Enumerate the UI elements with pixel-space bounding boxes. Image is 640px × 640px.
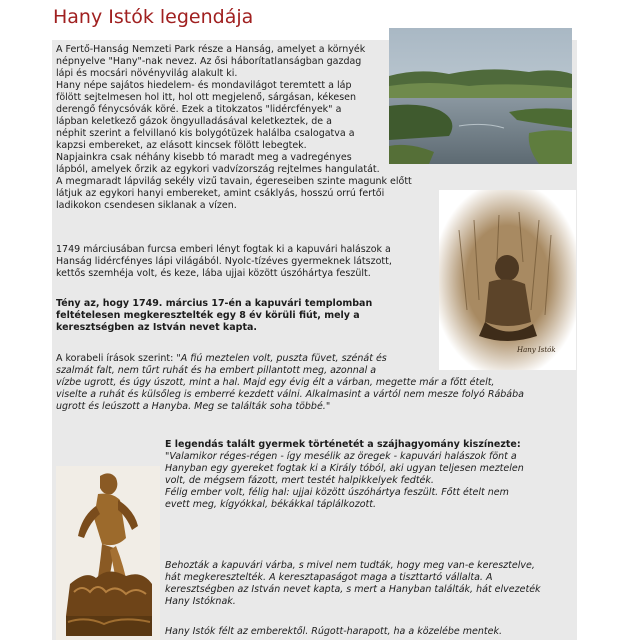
hany-istok-sepia-photo [439,190,576,370]
text-line: fölött sejtelmesen hol itt, hol ott megjelenő, sárgásan, kékesen [56,92,357,103]
hansag-lake-photo [389,28,572,164]
text-line: Napjainkra csak néhány kisebb tó maradt meg a vadregényes [56,152,352,163]
text-line: ugrott és leúszott a Hanyba. Meg se találták soha többé." [56,401,331,412]
text-line: Tény az, hogy 1749. március 17-én a kapuvári templomban [56,298,373,309]
text-line: volt, de mégsem fázott, mert testét halpikkelyek fedték. [165,475,434,486]
fear-paragraph [165,626,502,638]
text-line: Behozták a kapuvári várba, s mivel nem tudták, hogy meg van-e keresztelve, [165,560,535,571]
text-line: lápi és mocsári növényvilág alakult ki. [56,68,238,79]
text-line: viselte a ruhát és külsőleg is emberré kezdett válni. Alkalmasint a vártól nem mesze folyó Rábába [56,389,524,400]
legend-heading: E legendás talált gyermek történetét a szájhagyomány kiszínezte: [165,439,521,450]
text-line: keresztségben az István nevet kapta. [56,322,258,333]
intro-paragraph [56,44,412,212]
text-line: kettős szemhéja volt, és keze, lába ujjai között úszóhártya feszült. [56,268,371,279]
text-line: feltételesen megkeresztelték egy 8 év körüli fiút, mely a [56,310,360,321]
castle-paragraph [165,560,541,608]
text-line: néphit szerint a felvillanó kis bolygótüzek halálba csalogatva a [56,128,355,139]
text-line: "Valamikor réges-régen - így mesélik az öregek - kapuvári halászok fönt a [165,451,517,462]
text-line: szalmát falt, nem tűrt ruhát és ha embert pillantott meg, azonnal a [56,365,377,376]
text-line: keresztségben az István nevet kapta, s mert a Hanyban találták, hát elvezeték [165,584,541,595]
text-line: derengő fénycsóvák köré. Ezek a titokzatos "lidércfények" a [56,104,342,115]
text-line: A Fertő-Hanság Nemzeti Park része a Hanság, amelyet a környék [56,44,366,55]
text-line: Hany Istóknak. [165,596,236,607]
bronze-statue-photo [56,466,160,640]
capture-paragraph [56,244,392,280]
text-line: népnyelve "Hany"-nak nevez. Az ősi háborítatlanságban gazdag [56,56,362,67]
text-line: Hanyban egy gyereket fogtak ki a Király tóból, aki ugyan teljesen meztelen [165,463,524,474]
text-line: lápban keletkező gázok öngyulladásával keletkeztek, de a [56,116,332,127]
text-line: Hanság lidércfényes lápi világából. Nyolc-tízéves gyermeknek látszott, [56,256,392,267]
text-line: evett meg, kígyókkal, békákkal táplálkozott. [165,499,376,510]
text-line: látjuk az egykori hanyi embereket, amint csáklyás, hosszú orrú fertői [56,188,385,199]
text-line: Hany Istók félt az emberektől. Rúgott-harapott, ha a közelébe mentek. [165,626,502,637]
quote-text: "A fiú meztelen volt, puszta füvet, szénát és [176,353,387,364]
text-line: kapzsi embereket, az elásott kincsek fölött lebegtek. [56,140,307,151]
photo-signature: Hany Istók [517,346,556,354]
legend-paragraph [165,439,524,511]
page-title: Hany Istók legendája [53,6,254,28]
text-line: Hany népe sajátos hiedelem- és mondavilágot teremtett a láp [56,80,352,91]
text-line: vízbe ugrott, és úgy úszott, mint a hal. Majd egy évig élt a várban, megette már a főtt ételt, [56,377,495,388]
quote-intro: A korabeli írások szerint: [56,353,177,364]
historical-quote-paragraph [56,353,524,413]
text-line: ladikokon csendesen siklanak a vízen. [56,200,237,211]
text-line [56,353,524,365]
baptism-paragraph [56,298,372,334]
text-line: Félig ember volt, félig hal: ujjai között úszóhártya feszült. Főtt ételt nem [165,487,509,498]
text-line: 1749 márciusában furcsa emberi lényt fogtak ki a kapuvári halászok a [56,244,391,255]
text-line: hát megkeresztelték. A keresztapaságot maga a tiszttartó vállalta. A [165,572,493,583]
text-line: A megmaradt lápvilág sekély vizű tavain, égereseiben szinte magunk előtt [56,176,412,187]
text-line: lápból, amelyek őrzik az egykori vadvízország rejtelmes hangulatát. [56,164,380,175]
